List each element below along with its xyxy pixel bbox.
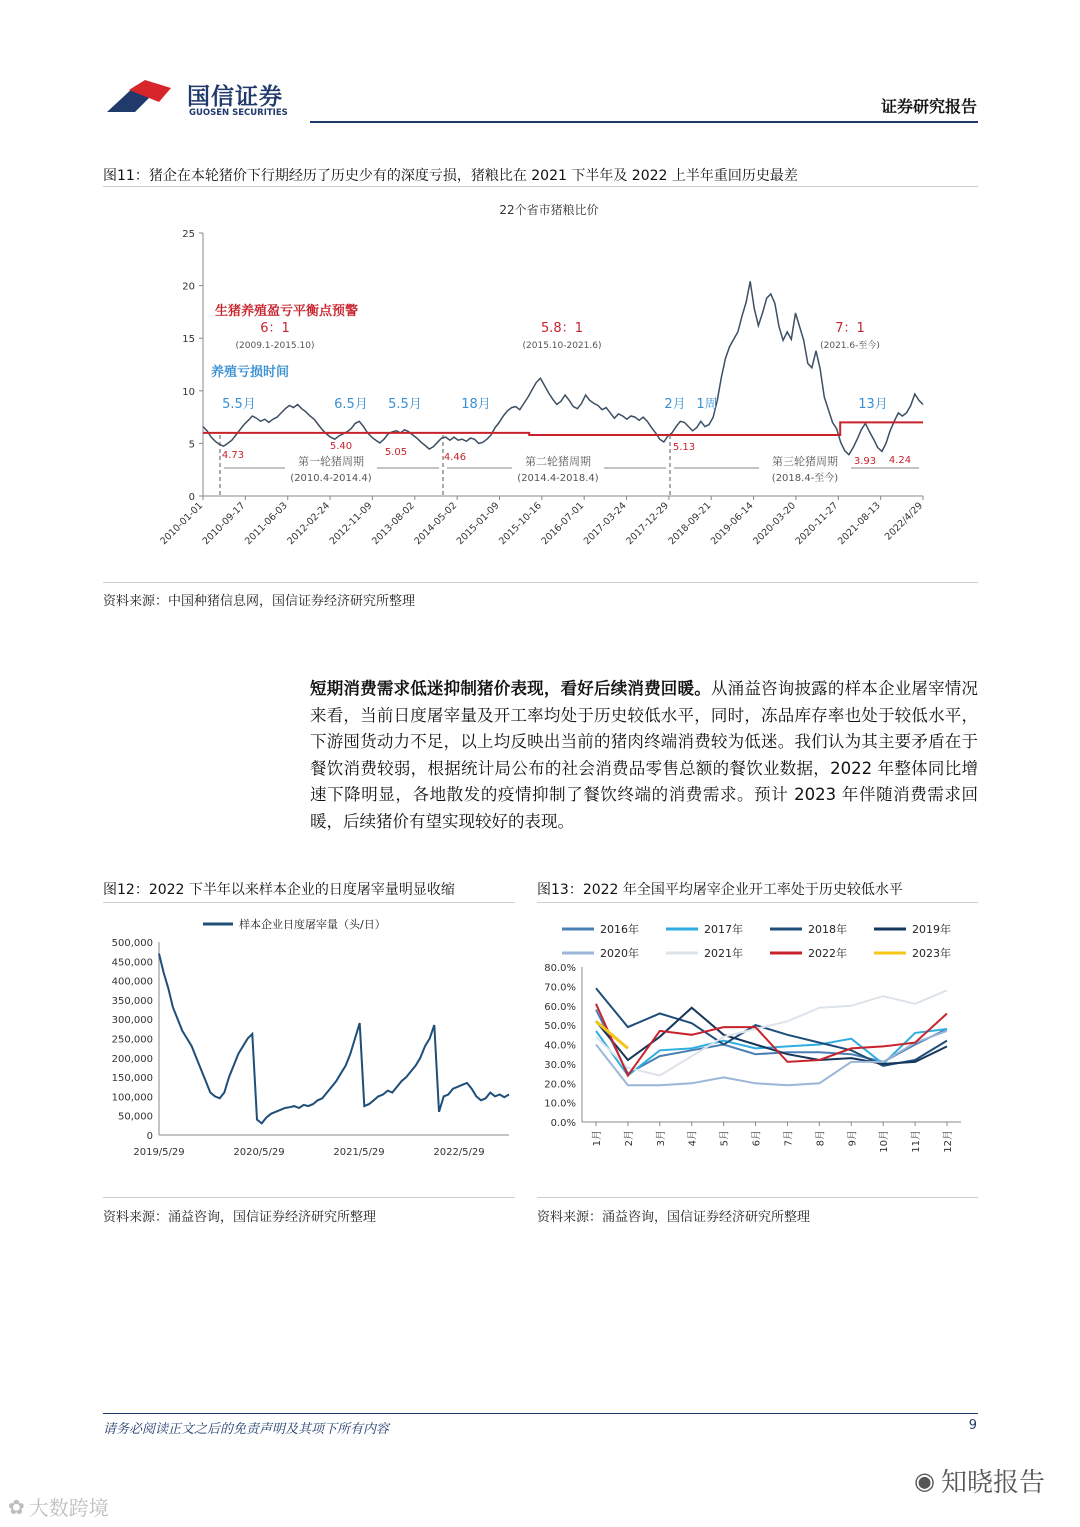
x-tick-label: 2019/5/29	[133, 1147, 185, 1158]
y-tick-label: 500,000	[111, 938, 153, 949]
cycle-name: 第三轮猪周期	[772, 455, 838, 468]
footer-rule	[103, 1413, 978, 1414]
figure13-source: 资料来源：涌益咨询，国信证券经济研究所整理	[537, 1210, 811, 1225]
cycle-period: (2010.4-2014.4)	[290, 473, 372, 484]
x-tick-label: 7月	[783, 1130, 795, 1147]
y-tick-label: 200,000	[111, 1053, 153, 1065]
y-tick-label: 0	[188, 492, 195, 503]
cycle-period: (2014.4-2018.4)	[517, 473, 599, 484]
figure11-bottom-rule	[103, 582, 978, 583]
figure13-title: 图13：2022 年全国平均屠宰企业开工率处于历史较低水平	[537, 882, 903, 898]
x-tick-label: 2016-07-01	[539, 500, 587, 548]
body-lead: 短期消费需求低迷抑制猪价表现，看好后续消费回暖。	[310, 679, 711, 698]
y-tick-label: 40.0%	[544, 1040, 576, 1052]
loss-title: 养殖亏损时间	[211, 365, 290, 380]
x-tick-label: 2020-03-20	[751, 500, 799, 548]
y-tick-label: 250,000	[111, 1034, 153, 1046]
figure11-top-rule	[103, 186, 978, 187]
loss-duration-label: 6.5月	[334, 397, 368, 412]
y-tick-label: 450,000	[111, 957, 153, 969]
x-tick-label: 1月	[592, 1130, 603, 1147]
threshold-title: 生猪养殖盈亏平衡点预警	[215, 304, 359, 319]
y-tick-label: 100,000	[111, 1092, 153, 1104]
wechat-icon: ◉	[914, 1466, 935, 1495]
legend-label: 2021年	[704, 947, 743, 960]
footer-disclaimer: 请务必阅读正文之后的免责声明及其项下所有内容	[103, 1422, 390, 1437]
y-tick-label: 10.0%	[544, 1098, 576, 1110]
x-tick-label: 2012-02-24	[285, 500, 333, 548]
figure12-source: 资料来源：涌益咨询，国信证券经济研究所整理	[103, 1210, 377, 1225]
y-tick-label: 50,000	[118, 1111, 153, 1123]
watermark-left-text: 大数跨境	[28, 1496, 109, 1520]
x-tick-label: 2021/5/29	[333, 1147, 385, 1158]
y-tick-label: 150,000	[111, 1073, 153, 1085]
y-tick-label: 50.0%	[544, 1021, 576, 1033]
low-point-label: 3.93	[853, 456, 877, 467]
low-point-label: 5.05	[384, 447, 408, 458]
y-tick-label: 15	[182, 334, 195, 346]
x-tick-label: 3月	[655, 1130, 667, 1147]
page-number: 9	[968, 1418, 977, 1433]
x-tick-label: 2014-05-02	[412, 500, 460, 548]
body-paragraph	[310, 676, 978, 835]
cycle-name: 第一轮猪周期	[298, 455, 364, 468]
figure13-top-rule	[537, 902, 978, 903]
y-tick-label: 350,000	[111, 995, 153, 1007]
loss-duration-label: 1周	[696, 397, 718, 412]
x-tick-label: 4月	[687, 1130, 699, 1147]
report-type: 证券研究报告	[880, 97, 977, 116]
logo-text-cn: 国信证券	[187, 84, 283, 110]
y-tick-label: 0.0%	[550, 1118, 576, 1129]
low-point-label: 4.46	[443, 452, 467, 463]
x-tick-label: 2月	[623, 1130, 635, 1147]
x-tick-label: 2012-11-09	[327, 500, 375, 548]
cycle-name: 第二轮猪周期	[525, 455, 591, 468]
x-tick-label: 10月	[879, 1130, 891, 1153]
threshold-period-label: (2009.1-2015.10)	[235, 341, 315, 351]
legend-label: 2016年	[600, 923, 639, 936]
figure11-title: 图11：猪企在本轮猪价下行期经历了历史少有的深度亏损，猪粮比在 2021 下半年及 2022 上半年重回历史最差	[103, 168, 798, 184]
x-tick-label: 2013-08-02	[370, 500, 417, 548]
x-tick-label: 5月	[719, 1130, 731, 1147]
loss-duration-label: 13月	[858, 397, 888, 412]
loss-duration-label: 18月	[461, 397, 491, 412]
x-tick-label: 2019-06-14	[708, 500, 756, 548]
x-tick-label: 9月	[847, 1130, 859, 1147]
loss-duration-label: 5.5月	[388, 397, 422, 412]
x-tick-label: 6月	[751, 1130, 763, 1147]
figure12-bottom-rule	[103, 1197, 515, 1198]
x-tick-label: 2011-06-03	[243, 500, 290, 548]
y-tick-label: 20	[182, 281, 195, 293]
x-tick-label: 2017-12-29	[624, 500, 672, 548]
figure12-top-rule	[103, 902, 515, 903]
legend-label: 2023年	[912, 947, 951, 960]
y-tick-label: 70.0%	[544, 982, 576, 994]
legend-label: 2022年	[808, 947, 847, 960]
series-line-2023年	[596, 1021, 628, 1048]
threshold-period-label: (2015.10-2021.6)	[522, 341, 602, 351]
body-text: 从涌益咨询披露的样本企业屠宰情况来看，当前日度屠宰量及开工率均处于历史较低水平，同时，冻品库存率也处于较低水平，下游囤货动力不足，以上均反映出当前的猪肉终端消费较为低迷。我们认为其主要矛盾在于餐饮消费较弱，根据统计局公布的社会消费品零售总额的餐饮业数据，2022 年整体同比增速下降明显，各地散发的疫情抑制了餐饮终端的消费需求。预计 2023 年伴随消费需求回暖，后续猪价有望实现较好的表现。	[310, 679, 979, 831]
figure12-chart	[103, 905, 515, 1197]
header-rule	[310, 121, 978, 123]
watermark-right	[914, 1462, 1045, 1499]
y-tick-label: 25	[182, 229, 195, 240]
x-tick-label: 2022/4/29	[882, 500, 926, 543]
y-tick-label: 0	[146, 1131, 153, 1142]
legend-label: 样本企业日度屠宰量（头/日）	[239, 918, 386, 931]
figure13-chart	[537, 905, 978, 1197]
legend-label: 2019年	[912, 923, 951, 936]
low-point-label: 5.40	[329, 441, 353, 452]
figure11-chart	[103, 190, 978, 582]
low-point-label: 4.73	[221, 450, 245, 461]
x-tick-label: 2015-01-09	[454, 500, 502, 548]
x-tick-label: 2022/5/29	[433, 1147, 485, 1158]
x-tick-label: 2020-11-27	[793, 500, 841, 548]
cycle-period: (2018.4-至今)	[771, 473, 839, 484]
logo-text-en: GUOSEN SECURITIES	[189, 108, 288, 118]
y-tick-label: 20.0%	[544, 1079, 576, 1091]
watermark-left	[8, 1492, 109, 1521]
y-tick-label: 80.0%	[544, 963, 576, 974]
figure11-source: 资料来源：中国种猪信息网，国信证券经济研究所整理	[103, 594, 416, 609]
x-tick-label: 11月	[911, 1130, 923, 1153]
loss-duration-label: 5.5月	[222, 397, 256, 412]
figure13-bottom-rule	[537, 1197, 978, 1198]
low-point-label: 5.13	[672, 442, 696, 453]
y-tick-label: 300,000	[111, 1015, 153, 1027]
x-tick-label: 2018-09-21	[666, 500, 714, 548]
threshold-ratio-label: 5.8：1	[541, 321, 583, 336]
threshold-period-label: (2021.6-至今)	[820, 341, 880, 351]
y-tick-label: 60.0%	[544, 1001, 576, 1013]
slaughter-volume-line	[159, 954, 509, 1124]
x-tick-label: 2021-08-13	[835, 500, 883, 548]
legend-label: 2018年	[808, 923, 847, 936]
y-tick-label: 5	[188, 439, 195, 451]
legend-label: 2020年	[600, 947, 639, 960]
x-tick-label: 2015-10-16	[497, 500, 544, 548]
watermark-logo-icon: ✿	[8, 1494, 25, 1519]
x-tick-label: 8月	[815, 1130, 827, 1147]
x-tick-label: 12月	[943, 1130, 954, 1153]
y-tick-label: 400,000	[111, 976, 153, 988]
break-even-threshold-line	[203, 422, 923, 435]
watermark-right-text: 知晓报告	[940, 1468, 1045, 1498]
y-tick-label: 10	[182, 386, 195, 398]
x-tick-label: 2017-03-24	[581, 500, 629, 548]
threshold-ratio-label: 7：1	[835, 321, 865, 336]
figure12-title: 图12：2022 下半年以来样本企业的日度屠宰量明显收缩	[103, 882, 455, 898]
logo	[105, 78, 305, 122]
low-point-label: 4.24	[888, 455, 912, 466]
loss-duration-label: 2月	[664, 397, 686, 412]
x-tick-label: 2020/5/29	[233, 1147, 285, 1158]
legend-label: 2017年	[704, 923, 743, 936]
x-tick-label: 2010-01-01	[158, 500, 206, 548]
x-tick-label: 2010-09-17	[200, 500, 248, 548]
chart11-title: 22个省市猪粮比价	[499, 203, 599, 217]
logo-mark-icon	[105, 78, 175, 118]
y-tick-label: 30.0%	[544, 1059, 576, 1071]
threshold-ratio-label: 6：1	[260, 321, 290, 336]
